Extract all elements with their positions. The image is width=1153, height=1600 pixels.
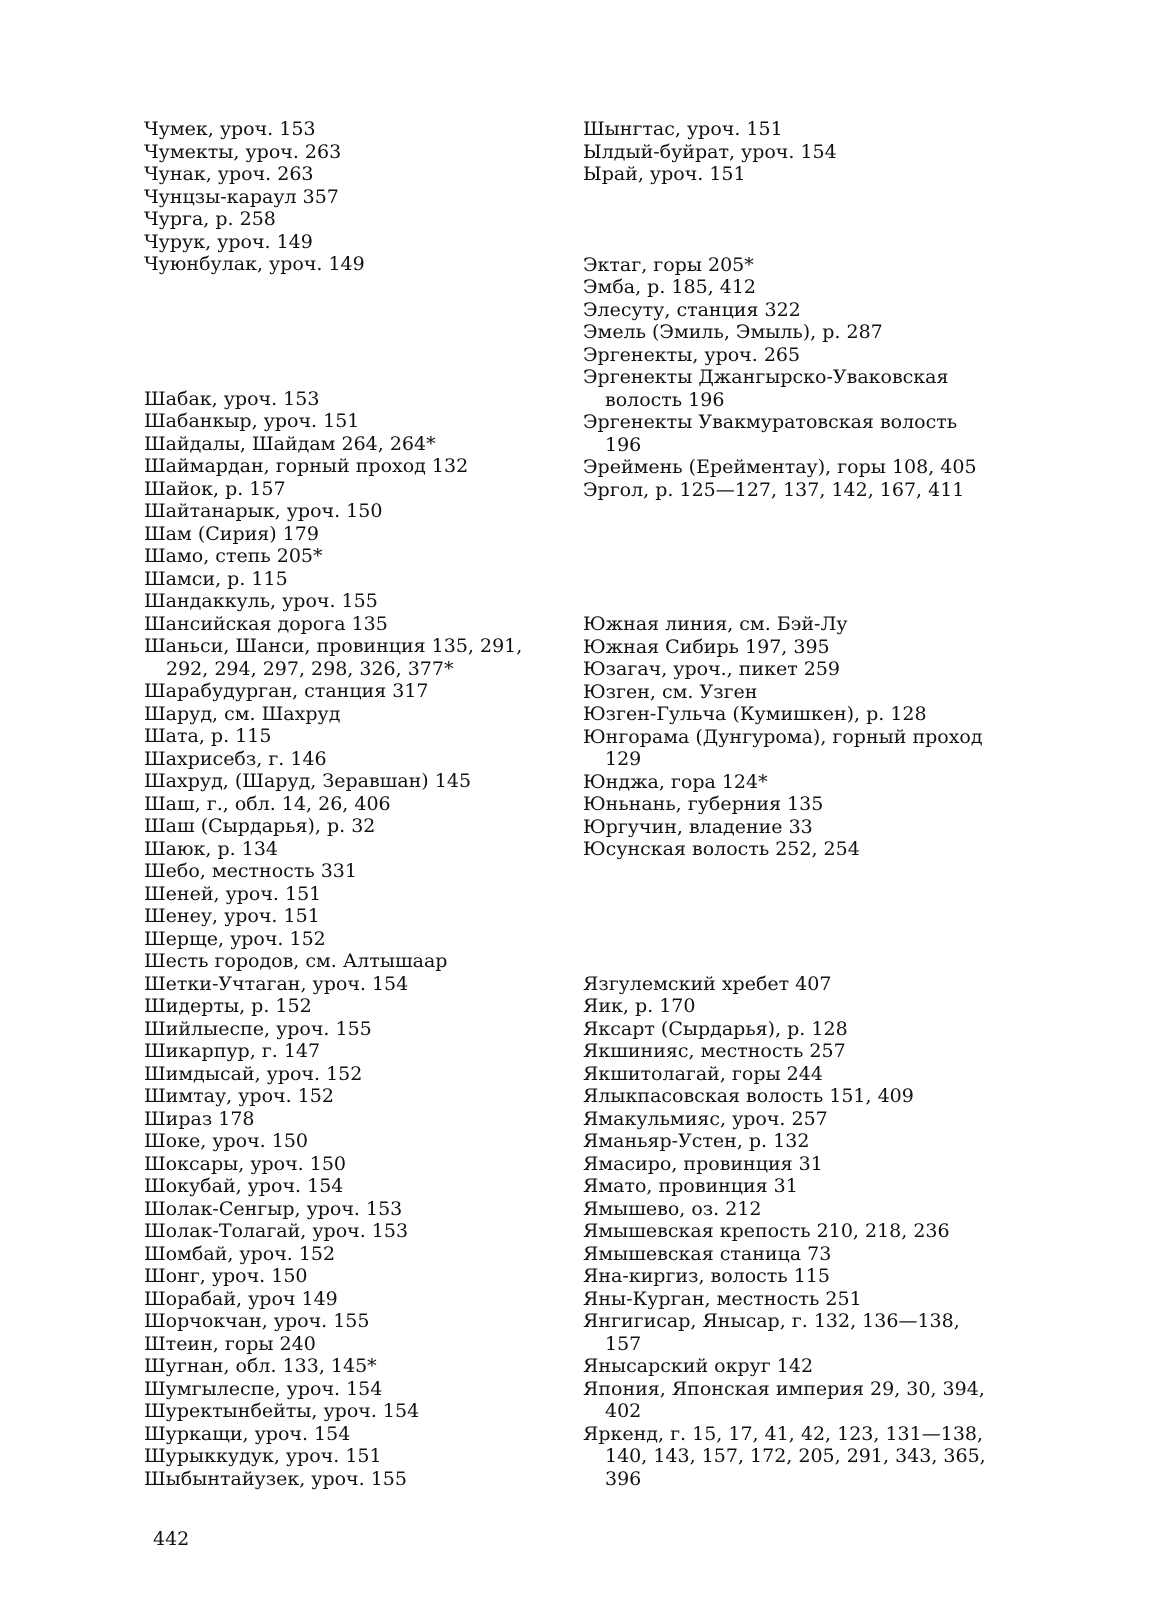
index-entry: Штеин, горы 240 <box>144 1332 316 1355</box>
index-entry: Чунцзы-караул 357 <box>144 185 339 208</box>
index-entry: Япония, Японская империя 29, 30, 394, 402 <box>583 1377 985 1422</box>
index-entry: Яик, р. 170 <box>583 995 696 1017</box>
index-entry: Янгигисар, Янысар, г. 132, 136—138, 157 <box>583 1310 960 1355</box>
index-entry: Шахруд, (Шаруд, Зеравшан) 145 <box>144 770 472 792</box>
index-entry: Яркенд, г. 15, 17, 41, 42, 123, 131—138, 140, 143, 157, 172, 205, 291, 343, 365, 396 <box>583 1422 986 1490</box>
index-entry: Чуюнбулак, уроч. 149 <box>144 253 365 275</box>
index-entry: Шимдысай, уроч. 152 <box>144 1062 363 1085</box>
index-entry: Шонг, уроч. 150 <box>144 1265 308 1287</box>
index-entry: Эмель (Эмиль, Эмыль), р. 287 <box>583 321 883 343</box>
index-group-y <box>583 118 993 186</box>
index-entry: Чурга, р. 258 <box>144 208 276 230</box>
index-entry: Эреймень (Ерейментау), горы 108, 405 <box>583 456 977 478</box>
index-entry: Ялыкпасовская волость 151, 409 <box>583 1085 914 1107</box>
index-entry: Шуркащи, уроч. 154 <box>144 1422 351 1445</box>
index-entry: Чунак, уроч. 263 <box>144 163 314 185</box>
index-entry: Южная линия, см. Бэй-Лу <box>583 613 848 635</box>
index-entry: Яны-Курган, местность 251 <box>583 1287 862 1310</box>
index-entry: Шесть городов, см. Алтышаар <box>144 950 448 972</box>
index-group-e <box>583 254 993 502</box>
index-entry: Ямасиро, провинция 31 <box>583 1152 823 1175</box>
index-entry: Шандаккуль, уроч. 155 <box>144 590 378 612</box>
index-entry: Ямышево, оз. 212 <box>583 1197 762 1220</box>
index-entry: Юньнань, губерния 135 <box>583 793 824 815</box>
index-entry: Шурыккудук, уроч. 151 <box>144 1445 382 1467</box>
index-entry: Юзген-Гульча (Кумишкен), р. 128 <box>583 703 927 725</box>
index-entry: Шумгылеспе, уроч. 154 <box>144 1377 383 1400</box>
group-spacer <box>144 276 556 388</box>
index-entry: Ямато, провинция 31 <box>583 1175 798 1197</box>
index-entry: Шимтау, уроч. 152 <box>144 1085 334 1107</box>
index-entry: Шайдалы, Шайдам 264, 264* <box>144 432 436 455</box>
index-entry: Эмба, р. 185, 412 <box>583 276 757 298</box>
index-entry: Шата, р. 115 <box>144 725 272 747</box>
index-entry: Шикарпур, г. 147 <box>144 1040 321 1062</box>
index-entry: Шахрисебз, г. 146 <box>144 747 327 770</box>
group-spacer <box>583 861 993 973</box>
index-entry: Янысарский округ 142 <box>583 1355 814 1377</box>
index-entry: Шорчокчан, уроч. 155 <box>144 1310 370 1332</box>
index-entry: Шаюк, р. 134 <box>144 837 279 860</box>
index-entry: Шетки-Учтаган, уроч. 154 <box>144 972 409 995</box>
index-entry: Шамо, степь 205* <box>144 545 323 567</box>
index-entry: Шаш (Сырдарья), р. 32 <box>144 815 376 837</box>
index-entry: Шуректынбейты, уроч. 154 <box>144 1400 420 1422</box>
index-entry: Шолак-Сенгыр, уроч. 153 <box>144 1197 403 1220</box>
index-entry: Шаньси, Шанси, провинция 135, 291, 292, 294, 297, 298, 326, 377* <box>144 635 523 680</box>
index-entry: Шоке, уроч. 150 <box>144 1130 309 1152</box>
index-entry: Чумек, уроч. 153 <box>144 118 316 140</box>
left-column <box>144 118 556 1490</box>
index-entry: Шыбынтайузек, уроч. 155 <box>144 1467 407 1490</box>
index-group-ya <box>583 973 993 1491</box>
index-entry: Элесуту, станция 322 <box>583 298 801 321</box>
index-entry: Шираз 178 <box>144 1107 255 1130</box>
index-entry: Ямышевская станица 73 <box>583 1242 832 1265</box>
index-entry: Эргенекты Увакмуратовская волость 196 <box>583 411 958 456</box>
index-entry: Юнгорама (Дунгурома), горный проход 129 <box>583 725 983 770</box>
index-entry: Якшитолагай, горы 244 <box>583 1062 823 1085</box>
index-entry: Шенеу, уроч. 151 <box>144 905 320 927</box>
index-entry: Шам (Сирия) 179 <box>144 522 319 545</box>
index-entry: Эргол, р. 125—127, 137, 142, 167, 411 <box>583 478 965 501</box>
index-entry: Яманьяр-Устен, р. 132 <box>583 1130 810 1152</box>
index-entry: Эргенекты Джангырско-Уваковская волость 196 <box>583 366 949 411</box>
index-entry: Шабанкыр, уроч. 151 <box>144 410 360 432</box>
index-entry: Эктаг, горы 205* <box>583 253 754 276</box>
index-entry: Юсунская волость 252, 254 <box>583 838 860 860</box>
group-spacer <box>583 186 993 254</box>
index-entry: Шийлыеспе, уроч. 155 <box>144 1017 372 1040</box>
index-entry: Чурук, уроч. 149 <box>144 230 313 253</box>
index-entry: Шебо, местность 331 <box>144 860 357 882</box>
index-entry: Яна-киргиз, волость 115 <box>583 1265 830 1287</box>
index-entry: Шоксары, уроч. 150 <box>144 1152 347 1175</box>
index-entry: Шолак-Толагай, уроч. 153 <box>144 1220 409 1242</box>
page-number: 442 <box>153 1528 190 1550</box>
index-entry: Шынгтас, уроч. 151 <box>583 118 783 140</box>
index-entry: Шарабудурган, станция 317 <box>144 680 429 702</box>
index-entry: Шаш, г., обл. 14, 26, 406 <box>144 792 391 815</box>
index-entry: Юзген, см. Узген <box>583 680 758 703</box>
right-column <box>583 118 993 1490</box>
index-entry: Шаймардан, горный проход 132 <box>144 455 469 477</box>
index-entry: Шеней, уроч. 151 <box>144 882 322 905</box>
index-entry: Шаруд, см. Шахруд <box>144 702 341 725</box>
index-entry: Чумекты, уроч. 263 <box>144 140 342 163</box>
index-entry: Шансийская дорога 135 <box>144 612 388 635</box>
index-entry: Юзагач, уроч., пикет 259 <box>583 658 841 680</box>
index-group-sh <box>144 388 556 1491</box>
index-entry: Ямышевская крепость 210, 218, 236 <box>583 1220 950 1242</box>
index-entry: Ырай, уроч. 151 <box>583 163 746 185</box>
index-group-yu <box>583 613 993 861</box>
index-entry: Язгулемский хребет 407 <box>583 972 832 995</box>
index-entry: Шерще, уроч. 152 <box>144 927 326 950</box>
index-entry: Юнджа, гора 124* <box>583 770 768 793</box>
index-entry: Шайтанарык, уроч. 150 <box>144 500 383 522</box>
index-entry: Ямакульмияс, уроч. 257 <box>583 1107 828 1130</box>
index-entry: Шайок, р. 157 <box>144 477 286 500</box>
index-entry: Ылдый-буйрат, уроч. 154 <box>583 140 837 163</box>
index-entry: Шабак, уроч. 153 <box>144 387 320 410</box>
index-entry: Шамси, р. 115 <box>144 567 288 590</box>
index-entry: Якшинияс, местность 257 <box>583 1040 846 1062</box>
index-entry: Шорабай, уроч 149 <box>144 1287 338 1310</box>
index-entry: Шугнан, обл. 133, 145* <box>144 1355 377 1377</box>
index-entry: Шидерты, р. 152 <box>144 995 312 1017</box>
index-entry: Юргучин, владение 33 <box>583 815 813 838</box>
group-spacer <box>583 501 993 613</box>
index-entry: Эргенекты, уроч. 265 <box>583 343 801 366</box>
index-entry: Шомбай, уроч. 152 <box>144 1242 336 1265</box>
index-group-ch <box>144 118 556 276</box>
index-entry: Шокубай, уроч. 154 <box>144 1175 344 1197</box>
index-entry: Яксарт (Сырдарья), р. 128 <box>583 1017 848 1040</box>
index-entry: Южная Сибирь 197, 395 <box>583 635 830 658</box>
